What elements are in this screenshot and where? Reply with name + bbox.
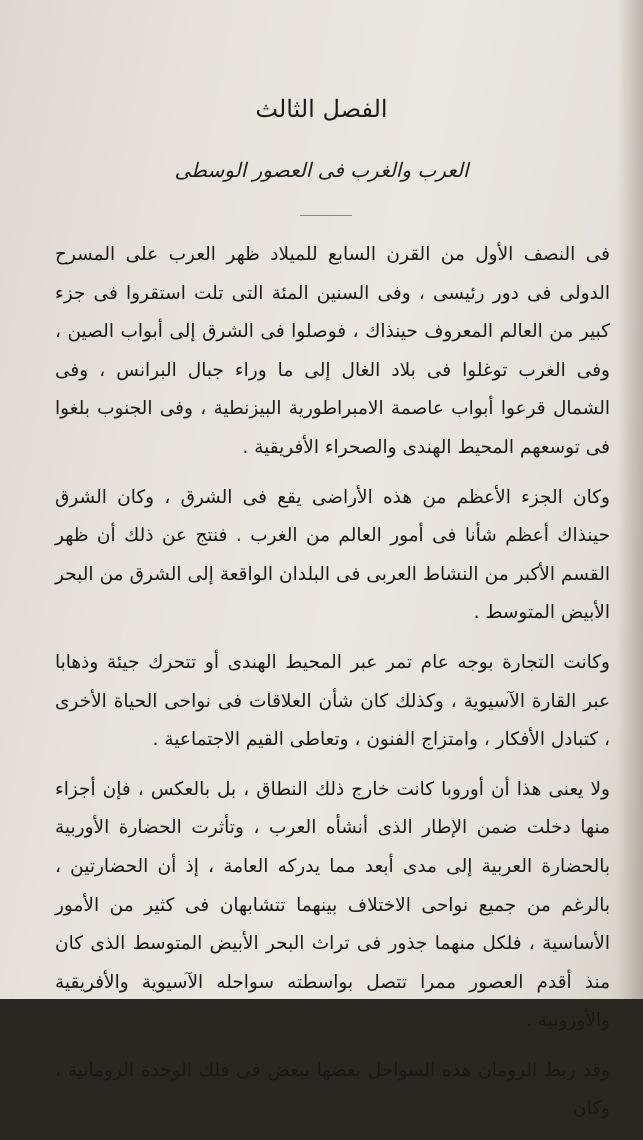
paragraph-5: وقد ربط الرومان هذه السواحل بعضها ببعض فى فلك الوحدة الرومانية ، وكان (55, 1059, 610, 1120)
page-edge-shadow (617, 0, 643, 999)
paragraph-2: وكان الجزء الأعظم من هذه الأراضى يقع فى الشرق ، وكان الشرق حينذاك أعظم شأنا فى أمور العالم من الغرب . فنتج عن ذلك أن ظهر القسم الأكبر من النشاط العربى فى البلدان الواقعة إلى الشرق من البحر الأبيض المتوسط . (55, 486, 610, 624)
body-text (55, 236, 610, 1140)
paragraph-3: وكانت التجارة بوجه عام تمر عبر المحيط الهندى أو تتحرك جيئة وذهابا عبر القارة الآسيوية ، وكذلك كان شأن العلاقات فى نواحى الحياة الأخرى ، كتبادل الأفكار ، وامتزاج الفنون ، وتعاطى القيم الاجتماعية . (55, 651, 610, 751)
title-divider (300, 215, 352, 216)
paragraph-4: ولا يعنى هذا أن أوروبا كانت خارج ذلك النطاق ، بل بالعكس ، فإن أجزاء منها دخلت ضمن الإطار الذى أنشأه العرب ، وتأثرت الحضارة الأوربية بالحضارة العربية إلى مدى أبعد مما يدركه العامة ، إذ أن الحضارتين ، بالرغم من جميع نواحى الاختلاف بينهما تتشابهان فى كثير من الأمور الأساسية ، فلكل منهما جذور فى تراث البحر الأبيض المتوسط الذى كان منذ أقدم العصور ممرا تتصل بواسطته سواحله الآسيوية والأفريقية والأوروبية . (55, 778, 610, 1032)
chapter-subtitle: العرب والغرب فى العصور الوسطى (174, 158, 469, 182)
paragraph-1: فى النصف الأول من القرن السابع للميلاد ظهر العرب على المسرح الدولى فى دور رئيسى ، وفى السنين المئة التى تلت استقروا فى جزء كبير من العالم المعروف حينذاك ، فوصلوا فى الشرق إلى أبواب الصين ، وفى الغرب توغلوا فى بلاد الغال إلى ما وراء جبال البرانس ، وفى الشمال قرعوا أبواب عاصمة الامبراطورية البيزنطية ، وفى الجنوب بلغوا فى توسعهم المحيط الهندى والصحراء الأفريقية . (55, 244, 610, 458)
chapter-title: الفصل الثالث (255, 95, 388, 123)
